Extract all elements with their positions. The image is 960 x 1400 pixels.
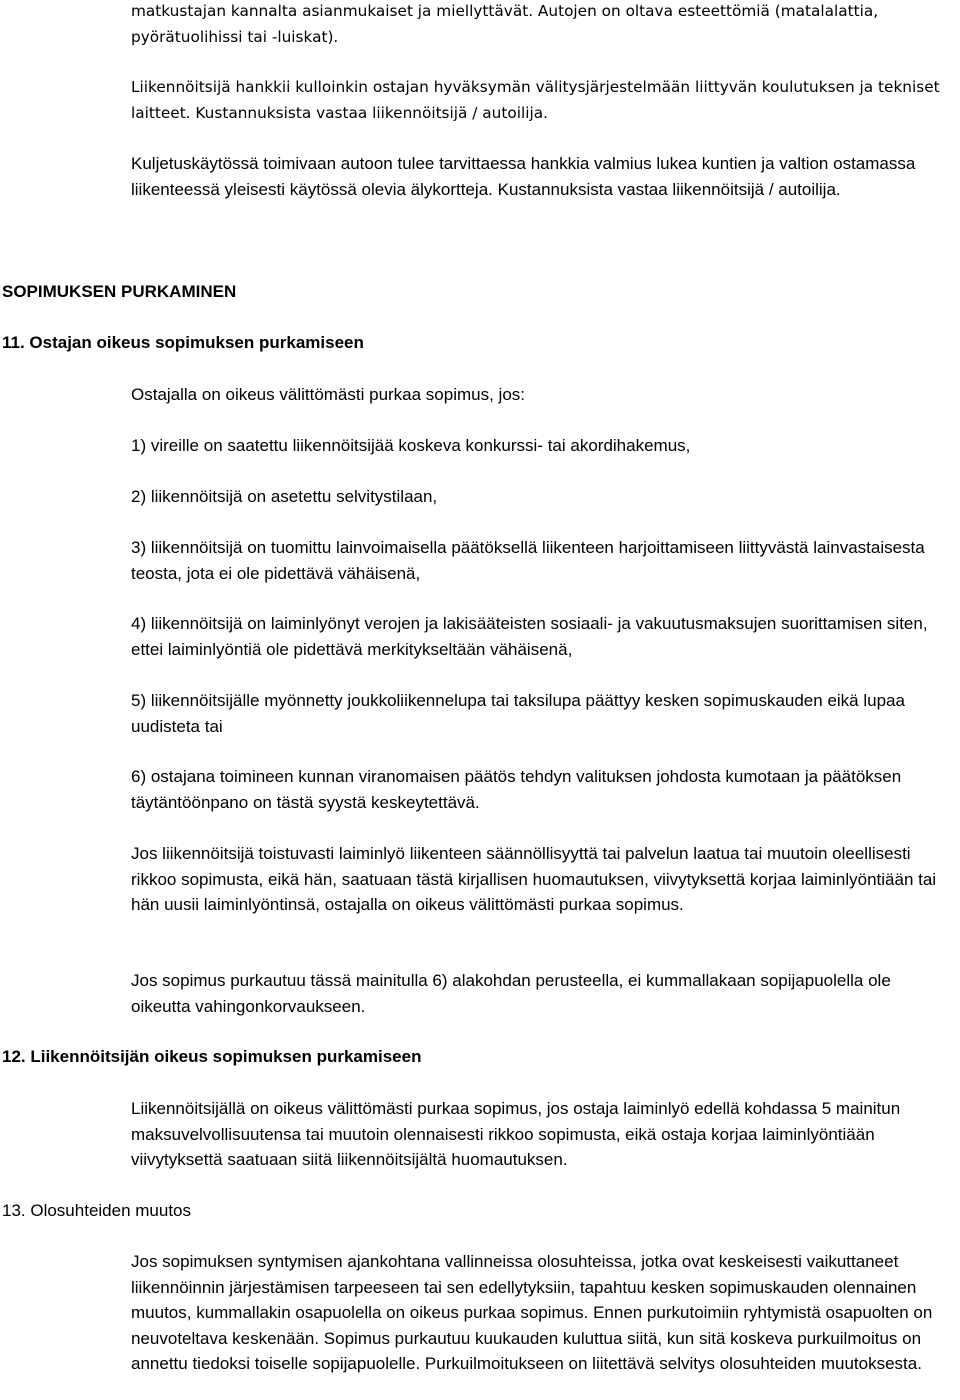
section-12-heading: 12. Liikennöitsijän oikeus sopimuksen purkamiseen [2, 1047, 422, 1066]
list-item-3: 3) liikennöitsijä on tuomittu lainvoimaisella päätöksellä liikenteen harjoittamiseen liittyvästä lainvastaisesta teosta, jota ei ole pidettävä vähäisenä, [131, 538, 925, 583]
section-11-heading: 11. Ostajan oikeus sopimuksen purkamiseen [2, 333, 364, 352]
section-11-repeat-paragraph: Jos liikennöitsijä toistuvasti laiminlyö liikenteen säännöllisyyttä tai palvelun laatua tai muutoin oleellisesti rikkoo sopimusta, eikä hän, saatuaan tästä kirjallisen huomautuksen, viivytyksettä korjaa laiminlyöntiään tai hän uusii laiminlyöntinsä, ostajalla on oikeus välittömästi purkaa sopimus. [131, 844, 937, 915]
list-item-2: 2) liikennöitsijä on asetettu selvitystilaan, [131, 487, 438, 506]
intro-paragraph-1: matkustajan kannalta asianmukaiset ja miellyttävät. Autojen on oltava esteettömiä (matalalattia, pyörätuolihissi tai -luiskat). [131, 2, 879, 46]
list-item-6: 6) ostajana toimineen kunnan viranomaisen päätös tehdyn valituksen johdosta kumotaan ja päätöksen täytäntöönpano on tästä syystä keskeytettävä. [131, 767, 902, 812]
section-11-lead: Ostajalla on oikeus välittömästi purkaa sopimus, jos: [131, 385, 526, 404]
list-item-1: 1) vireille on saatettu liikennöitsijää koskeva konkurssi- tai akordihakemus, [131, 436, 691, 455]
intro-paragraph-2: Liikennöitsijä hankkii kulloinkin ostajan hyväksymän välitysjärjestelmään liittyvän koulutuksen ja tekniset laitteet. Kustannuksista vastaa liikennöitsijä / autoilija. [131, 78, 940, 122]
list-item-5: 5) liikennöitsijälle myönnetty joukkoliikennelupa tai taksilupa päättyy kesken sopimuskauden eikä lupaa uudisteta tai [131, 691, 905, 736]
intro-paragraph-3: Kuljetuskäytössä toimivaan autoon tulee tarvittaessa hankkia valmius lukea kuntien ja valtion ostamassa liikenteessä yleisesti käytössä olevia älykortteja. Kustannuksista vastaa liikennöitsijä / autoilija. [131, 154, 916, 199]
list-item-4: 4) liikennöitsijä on laiminlyönyt verojen ja lakisääteisten sosiaali- ja vakuutusmaksujen suorittamisen siten, ettei laiminlyöntiä ole pidettävä merkitykseltään vähäisenä, [131, 614, 928, 659]
section-13-body: Jos sopimuksen syntymisen ajankohtana vallinneissa olosuhteissa, jotka ovat keskeisesti vaikuttaneet liikennöinnin järjestämisen tarpeeseen tai sen edellytyksiin, tapahtuu kesken sopimuskauden olennainen muutos, kummallakin osapuolella on oikeus purkaa sopimus. Ennen purkutoimiin ryhtymistä osapuolten on neuvoteltava keskenään. Sopimus purkautuu kuukauden kuluttua siitä, kun sitä koskeva purkuilmoitus on annettu tiedoksi toiselle sopijapuolelle. Purkuilmoitukseen on liitettävä selvitys olosuhteiden muutoksesta. [131, 1252, 933, 1374]
section-13-heading: 13. Olosuhteiden muutos [2, 1201, 192, 1220]
section-12-body: Liikennöitsijällä on oikeus välittömästi purkaa sopimus, jos ostaja laiminlyö edellä kohdassa 5 mainitun maksuvelvollisuutensa tai muutoin olennaisesti rikkoo sopimusta, eikä ostaja korjaa laiminlyöntiään viivytyksettä saatuaan siitä liikennöitsijältä huomautuksen. [131, 1099, 901, 1170]
section-heading: SOPIMUKSEN PURKAMINEN [2, 282, 237, 301]
section-11-damages-paragraph: Jos sopimus purkautuu tässä mainitulla 6) alakohdan perusteella, ei kummallakaan sopijapuolella ole oikeutta vahingonkorvaukseen. [131, 971, 891, 1016]
